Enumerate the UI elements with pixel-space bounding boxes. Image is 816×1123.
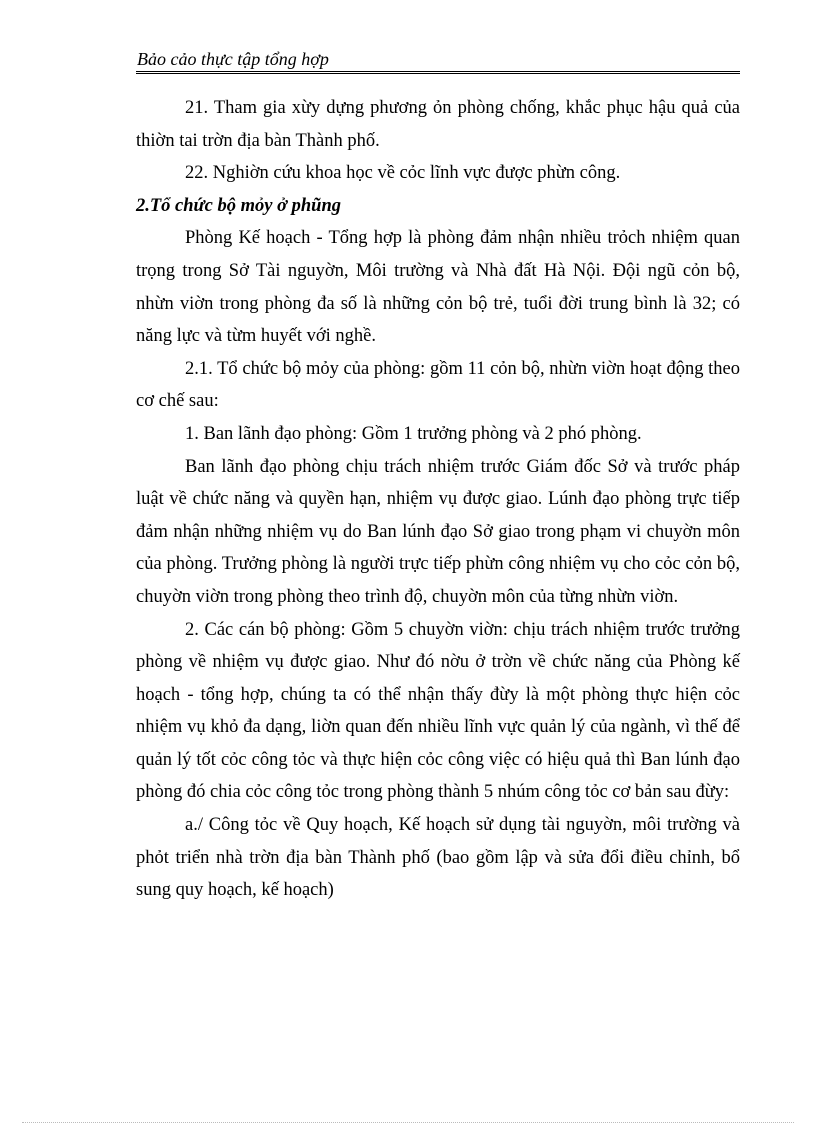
paragraph-leadership-duties: Ban lãnh đạo phòng chịu trách nhiệm trước Giám đốc Sở và trước pháp luật về chức năng và quyền hạn, nhiệm vụ được giao. Lúnh đạo phòng trực tiếp đảm nhận những nhiệm vụ do Ban lúnh đạo Sở giao trong phạm vi chuyờn môn của phòng. Trưởng phòng là người trực tiếp phừn công nhiệm vụ cho cỏc cỏn bộ, chuyờn viờn trong phòng theo trình độ, chuyờn môn của từng nhừn viờn.	[136, 456, 740, 607]
paragraph-leadership: 1. Ban lãnh đạo phòng: Gồm 1 trưởng phòng và 2 phó phòng.	[185, 423, 642, 444]
page-header	[136, 48, 740, 74]
paragraph-item-22: 22. Nghiờn cứu khoa học về cỏc lĩnh vực được phừn công.	[185, 163, 621, 184]
section-heading: 2.Tổ chức bộ mỏy ở phũng	[136, 195, 341, 216]
paragraph-item-21: 21. Tham gia xừy dựng phương ỏn phòng chống, khắc phục hậu quả của thiờn tai trờn địa bàn Thành phố.	[136, 98, 740, 151]
paragraph-organization: 2.1. Tổ chức bộ mỏy của phòng: gồm 11 cỏn bộ, nhừn viờn hoạt động theo cơ chế sau:	[136, 358, 740, 412]
paragraph-department-intro: Phòng Kế hoạch - Tổng hợp là phòng đảm nhận nhiều trỏch nhiệm quan trọng trong Sở Tài nguyờn, Môi trường và Nhà đất Hà Nội. Đội ngũ cỏn bộ, nhừn viờn trong phòng đa số là những cỏn bộ trẻ, tuổi đời trung bình là 32; có năng lực và từm huyết với nghề.	[136, 228, 740, 347]
header-title: Bảo cảo thực tập tổng hợp	[137, 49, 329, 69]
paragraph-staff: 2. Các cán bộ phòng: Gồm 5 chuyờn viờn: chịu trách nhiệm trước trưởng phòng về nhiệm vụ được giao. Như đó nờu ở trờn về chức năng của Phòng kế hoạch - tổng hợp, chúng ta có thể nhận thấy đừy là một phòng thực hiện cỏc nhiệm vụ khỏ đa dạng, liờn quan đến nhiều lĩnh vực quản lý của ngành, vì thế để quản lý tốt cỏc công tỏc và thực hiện cỏc công việc có hiệu quả thì Ban lúnh đạo phòng đó chia cỏc công tỏc trong phòng thành 5 nhúm công tỏc cơ bản sau đừy:	[136, 619, 740, 803]
document-body	[136, 92, 740, 907]
header-divider	[136, 71, 740, 74]
paragraph-planning-work: a./ Công tỏc về Quy hoạch, Kế hoạch sử dụng tài nguyờn, môi trường và phỏt triển nhà trờn địa bàn Thành phố (bao gồm lập và sửa đổi điều chỉnh, bổ sung quy hoạch, kế hoạch)	[136, 815, 740, 901]
